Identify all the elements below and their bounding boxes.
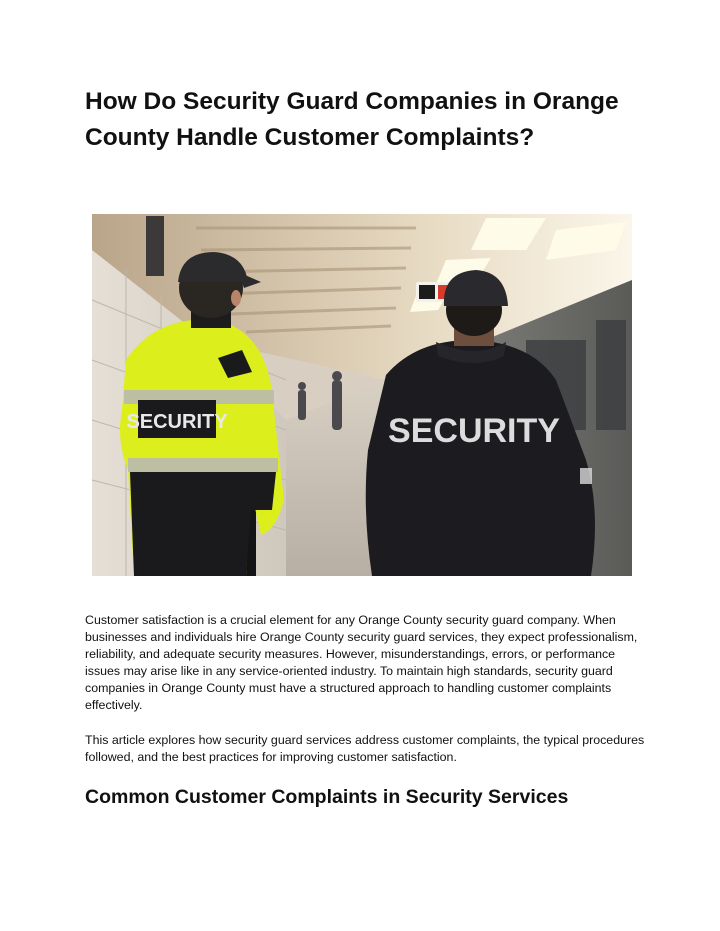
security-guards-photo bbox=[86, 210, 636, 576]
section-heading: Common Customer Complaints in Security Services bbox=[85, 786, 569, 808]
overview-paragraph: This article explores how security guard services address customer complaints, the typical procedures followed, and the best practices for improving customer satisfaction. bbox=[85, 733, 645, 764]
left-jacket-security-text: SECURITY bbox=[126, 411, 228, 433]
page-title: How Do Security Guard Companies in Orange County Handle Customer Complaints? bbox=[85, 88, 619, 151]
intro-paragraph: Customer satisfaction is a crucial element for any Orange County security guard company. When businesses and individuals hire Orange County security guard services, they expect professionalism, reliability, and adequate security measures. However, misunderstandings, errors, or performance issues may arise like in any service-oriented industry. To maintain high standards, security guard companies in Orange County must have a structured approach to handling customer complaints effectively. bbox=[85, 613, 638, 712]
right-jacket-security-text: SECURITY bbox=[388, 412, 560, 450]
